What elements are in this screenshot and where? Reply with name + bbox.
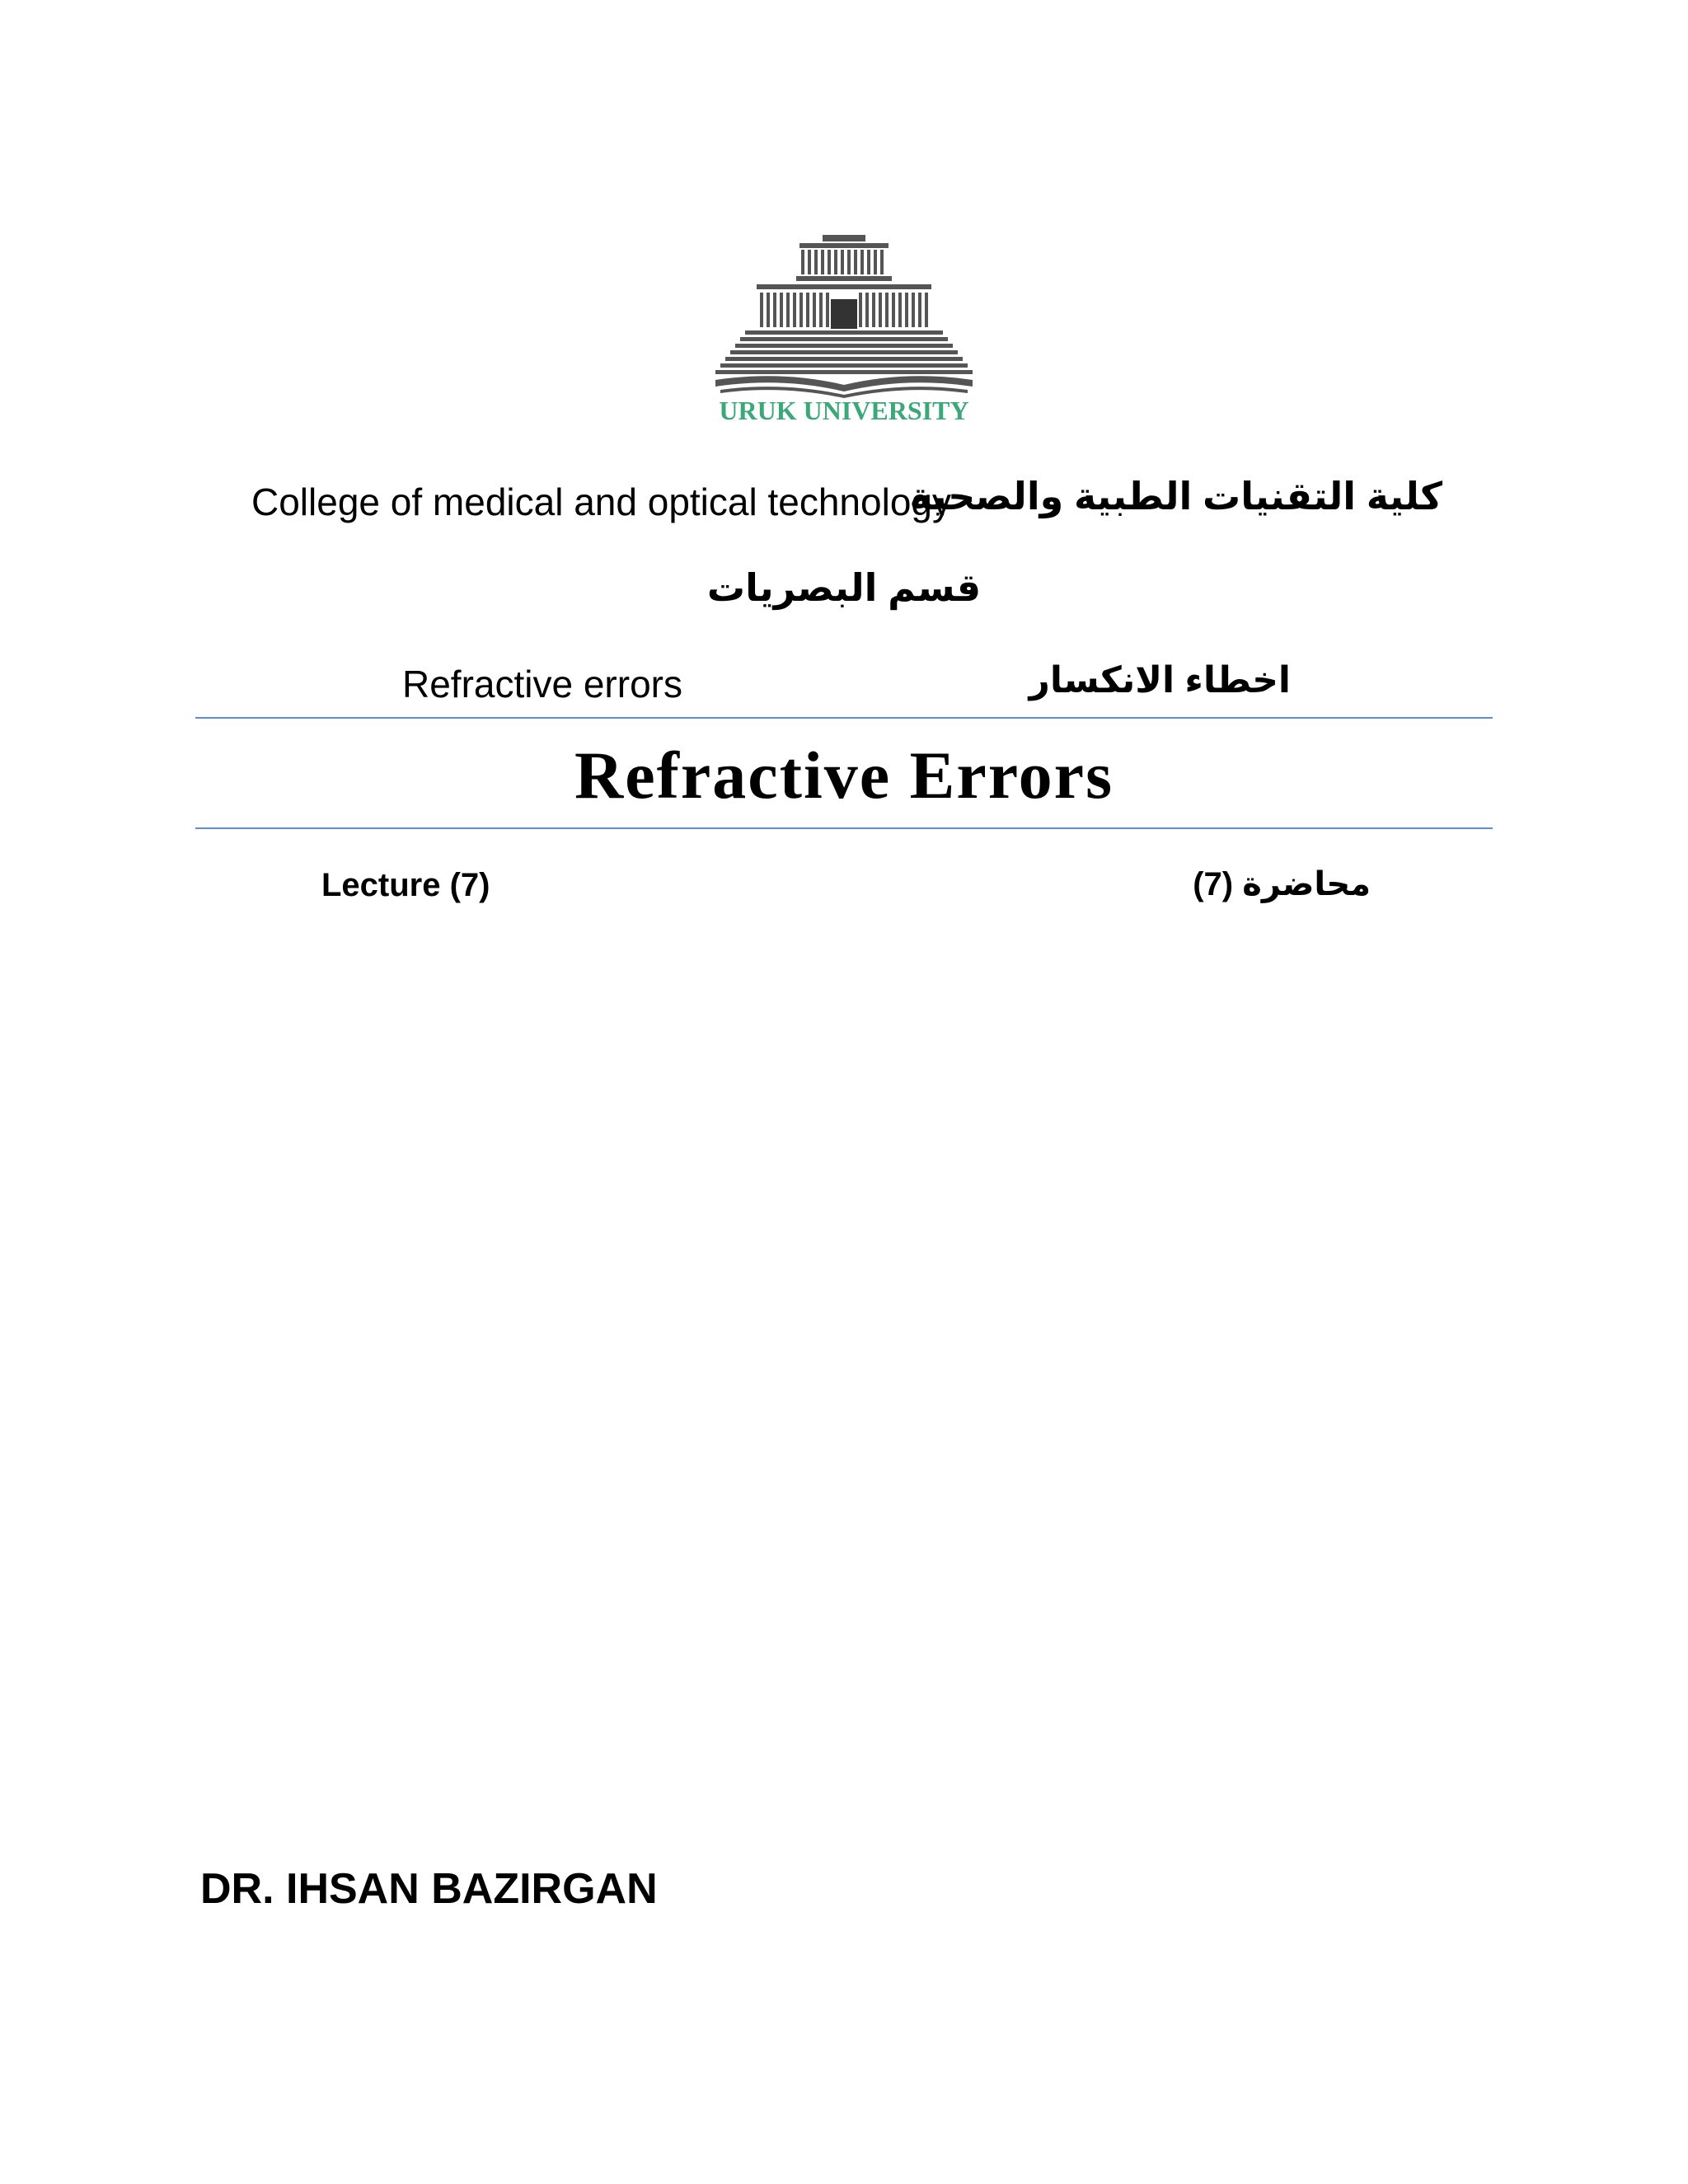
document-title: Refractive Errors xyxy=(574,738,1114,813)
subject-arabic: اخطاء الانكسار xyxy=(1029,660,1291,701)
college-name-arabic: كلية التقنيات الطبية والصحية xyxy=(909,475,1442,518)
subject-english: Refractive errors xyxy=(402,663,682,705)
lecture-number-english: Lecture (7) xyxy=(321,867,490,903)
department-name-arabic: قسم البصريات xyxy=(706,566,982,609)
lecture-number-arabic: محاضرة (7) xyxy=(1193,866,1371,902)
uruk-university-logo xyxy=(707,235,981,424)
title-rule-bottom xyxy=(195,827,1493,829)
college-name-english: College of medical and optical technology xyxy=(251,480,951,523)
author-name: DR. IHSAN BAZIRGAN xyxy=(200,1865,658,1913)
title-rule-top xyxy=(195,717,1493,719)
logo-text: URUK UNIVERSITY xyxy=(719,396,969,424)
